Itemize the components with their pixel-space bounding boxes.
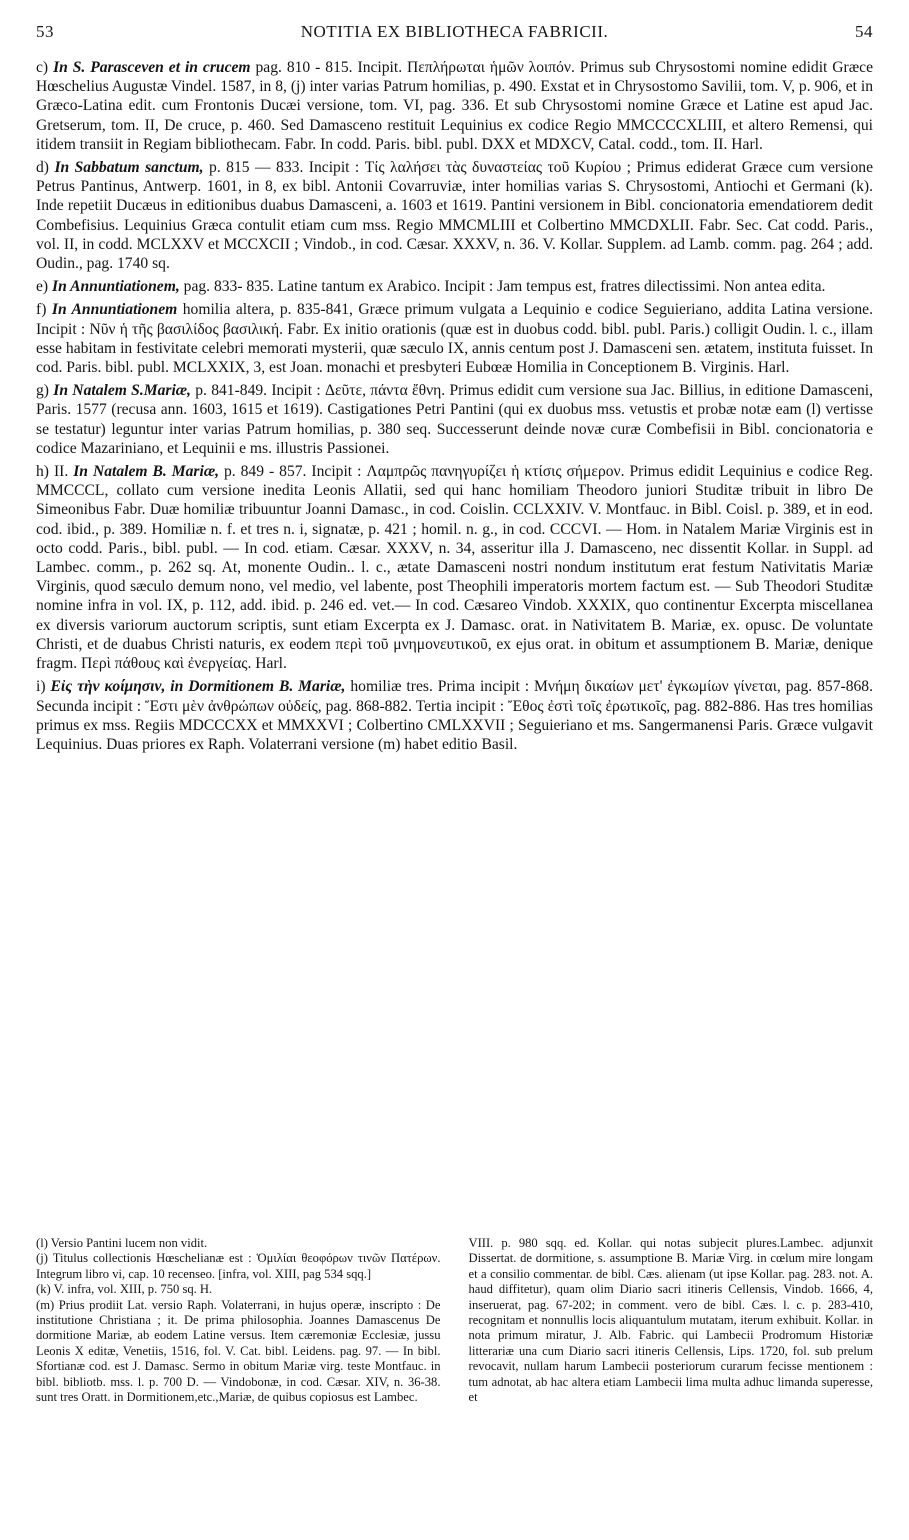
entry-title: In S. Parasceven et in crucem (53, 59, 251, 76)
entry-i (36, 677, 873, 754)
page-number-left: 53 (36, 22, 54, 41)
entry-g (36, 381, 873, 458)
entry-title: In Annuntiationem (51, 301, 178, 319)
entry-title: In Natalem B. Mariæ, (73, 463, 219, 481)
footnote-m-continued: VIII. p. 980 sqq. ed. Kollar. qui notas subjecit plures.Lambec. adjunxit Dissertat. de dormitione, s. assumptione B. Mariæ Virg. in cœlum mire longam et a consilio commentar. de bibl. Cæs. alienam (ut ipse Kollar. pag. 283. not. A. haud diffitetur), quam olim Diario sacri itineris Cellensis, Vindob. 1666, 4, inseruerat, pag. 67-202; in comment. vero de bibl. Cæs. l. c. p. 283-410, recognitam et nonnullis locis aliquantulum mutatam, iterum exhibuit. Kollar. in nota primum miratur, J. Alb. Fabric. qui Lambecii Prodromum Historiæ litterariæ una cum Diario sacri itineris Cellensis, Lips. 1720, fol. sub prelum revocavit, nullam harum Lambecii posteriorum curarum fecisse mentionem : tum adnotat, ab hac altera etiam Lambecii lima multa adhuc limanda superesse, et (468, 1236, 873, 1405)
footnotes-right-column (469, 1236, 874, 1405)
entry-text: p. 815 — 833. Incipit : Τίς λαλήσει τὰς δυναστείας τοῦ Κυρίου ; Primus ediderat Græce cum versione Petrus Pantinus, Antwerp. 1601, in 8, ex bibl. Antonii Covarruviæ, inter homilias varias S. Chrysostomi, Antiochi et Germani (k). Inde repetiit Ducæus in editionibus duabus Damasceni, a. 1603 et 1619. Pantini versionem in Bibl. concionatoria emendatiorem dedit Combefisius. Lequinius Græca contulit etiam cum mss. Regio MMCMLIII et Colbertino MMCDXLII. Fabr. Sec. Cat codd. Paris., vol. II, in codd. MCLXXV et MCCXCII ; Vindob., in cod. Cæsar. XXXV, n. 36. V. Kollar. Supplem. ad Lamb. comm. pag. 264 ; add. Oudin., pag. 1740 sq. (36, 159, 873, 273)
footnote-l: (l) Versio Pantini lucem non vidit. (36, 1236, 208, 1250)
entry-label: g) (36, 382, 49, 400)
page-number-right: 54 (855, 22, 873, 41)
entry-f (36, 300, 873, 377)
entry-text: p. 849 - 857. Incipit : Λαμπρῶς πανηγυρίζει ἡ κτίσις σήμερον. Primus edidit Lequinius e codice Reg. MMCCCL, collato cum versione inedita Leonis Allatii, sed qui hanc homiliam Theodoro juniori Studitæ tribuit in libro De Simeonibus Fabr. Duæ homiliæ tribuuntur Joanni Damasc., in cod. Coislin. CCLXXIV. V. Montfauc. in Bibl. Coisl. p. 389, et in eod. cod. ibid., p. 389. Homiliæ n. f. et tres n. i, signatæ, p. 421 ; homil. n. g., in cod. CCCVI. — Hom. in Natalem Mariæ Virginis est in octo codd. Paris., bibl. publ. — In cod. etiam. Cæsar. XXXV, n. 34, asseritur illa J. Damasceno, nec dissentit Kollar. in Suppl. ad Lambec. comm., p. 262 sq. At, monente Oudin.. l. c., ætate Damasceni nostri nondum institutum erat festum Nativitatis Mariæ Virginis, quod sæculo demum nono, vel medio, vel labente, post Theophili imperatoris mortem factum est. — Sub Theodori Studitæ nomine infra in vol. IX, p. 112, add. ibid. p. 246 ed. vet.— In cod. Cæsareo Vindob. XXXIX, quo continentur Excerpta miscellanea ex diversis variorum auctorum scriptis, sunt etiam Excerpta ex J. Damasc. orat. in Nativitatem B. Mariæ, ex. opusc. De voluntate Christi, et de duabus Christi naturis, ex eodem περὶ τοῦ μνημονευτικοῦ, ex ejus orat. in obitum et assumptionem B. Mariæ, denique fragm. Περὶ πάθους καὶ ἐνεργείας. Harl. (36, 463, 874, 673)
entry-title: In Annuntiationem, (52, 278, 180, 296)
footnote-m: (m) Prius prodiit Lat. versio Raph. Volaterrani, in hujus operæ, inscripto : De institutione Christiana ; it. De prima philosophia. Joannes Damascenus De dormitione Mariæ, ab eodem Latine versus. Item cæremoniæ Ecclesiæ, jussu Leonis X editæ, Venetiis, 1516, fol. V. Cat. bibl. Leidens. pag. 97. — In bibl. Sfortianæ cod. est J. Damasc. Sermo in obitum Mariæ virg. teste Montfauc. in bibl. bibliotb. mss. l. p. 700 D. — Vindobonæ, in cod. Cæsar. XIV, n. 36-38. sunt tres Oratt. in Dormitionem,etc.,Mariæ, de quibus copiosus est Lambec. (36, 1297, 441, 1405)
entry-d (36, 158, 873, 273)
footnote-k: (k) V. infra, vol. XIII, p. 750 sq. H. (36, 1282, 213, 1297)
page-header (36, 22, 873, 48)
footnote-j: (j) Titulus collectionis Hœschelianæ est : Ὁμιλίαι θεοφόρων τινῶν Πατέρων. Integrum libro vi, cap. 10 recenseo. [infra, vol. XIII, pag 534 sqq.] (36, 1251, 441, 1281)
entry-e (36, 277, 873, 296)
entry-title: Εἰς τὴν κοίμησιν, in Dormitionem B. Mariæ, (50, 678, 346, 696)
main-text (36, 58, 873, 754)
entry-label: d) (36, 159, 49, 177)
entry-label: f) (36, 301, 47, 319)
entry-text: pag. 810 - 815. Incipit. Πεπλήρωται ἡμῶν λοιπόν. Primus sub Chrysostomi nomine edidit Græce Hœschelius Augustæ Vindel. 1587, in 8, (j) inter varias Patrum homilias, p. 490. Exstat et in Chrysostomo Savilii, tom. V, p. 906, et in Græco-Latina edit. cum Frontonis Ducæi versione, tom. VI, pag. 336. Et sub Chrysostomi nomine Græce et Latine est apud Jac. Gretserum, tom. II, De cruce, p. 460. Sed Damasceno restituit Lequinius ex codice Regio MMCCCCXLIII, et altero Remensi, qui itidem transiit in Regiam bibliothecam. Fabr. In codd. Paris. bibl. publ. DXX et MDXCV, Catal. codd., tom. II. Harl. (36, 59, 873, 153)
entry-label: c) (36, 59, 49, 76)
entry-label: h) II. (36, 463, 69, 481)
entry-c (36, 58, 873, 154)
running-title: NOTITIA EX BIBLIOTHECA FABRICII. (300, 22, 609, 41)
footnotes-left-column (36, 1236, 441, 1405)
entry-text: homiliæ tres. Prima incipit : Μνήμη δικαίων μετ' ἐγκωμίων γίνεται, pag. 857-868. Secunda incipit : Ἔστι μὲν ἀνθρώπων οὐδείς, pag. 868-882. Tertia incipit : Ἔθος ἐστὶ τοῖς ἐρωτικοῖς, pag. 882-886. Has tres homilias primus ex mss. Regiis MDCCCXX et MMXXVI ; Colbertino CMLXXVII ; Seguieriano et ms. Sangermanensi Paris. Græce vulgavit Lequinius. Duas priores ex Raph. Volaterrani versione (m) habet editio Basil. (36, 678, 873, 753)
entry-text: homilia altera, p. 835-841, Græce primum vulgata a Lequinio e codice Seguieriano, addita Latina versione. Incipit : Νῦν ἡ τῆς βασιλίδος βασιλική. Fabr. Ex initio orationis (quæ est in duobus codd. bibl. publ. Paris.) colligit Oudin. l. c., illam esse habitam in festivitate celebri memorati mysterii, quæ sæculo IX, annis centum post J. Damasceni sen. ætatem, instituta fuisset. In cod. Paris. bibl. publ. MCLXXIX, 3, est Joan. monachi et presbyteri Eubœæ Homilia in Conceptionem B. Virginis. Harl. (36, 301, 873, 377)
entry-title: In Natalem S.Mariæ, (53, 382, 191, 400)
entry-text: pag. 833- 835. Latine tantum ex Arabico. Incipit : Jam tempus est, fratres dilectissimi. Non antea edita. (183, 278, 826, 296)
entry-text: p. 841-849. Incipit : Δεῦτε, πάντα ἔθνη. Primus edidit cum versione sua Jac. Billius, in editione Damasceni, Paris. 1577 (recusa ann. 1603, 1615 et 1619). Castigationes Petri Pantini (qui ex duobus mss. vetustis et probæ notæ eam (l) vertisse se testatur) leguntur inter varias Patrum homilias, p. 380 seq. Successerunt deinde novæ curæ Combefisii in Bibl. concionatoria e codice Mazariniano, et Lequinii e ms. illustris Passionei. (36, 382, 873, 457)
entry-h (36, 462, 873, 673)
entry-label: e) (36, 278, 49, 296)
footnotes (36, 1236, 873, 1405)
entry-title: In Sabbatum sanctum, (54, 159, 204, 177)
entry-label: i) (36, 678, 46, 696)
